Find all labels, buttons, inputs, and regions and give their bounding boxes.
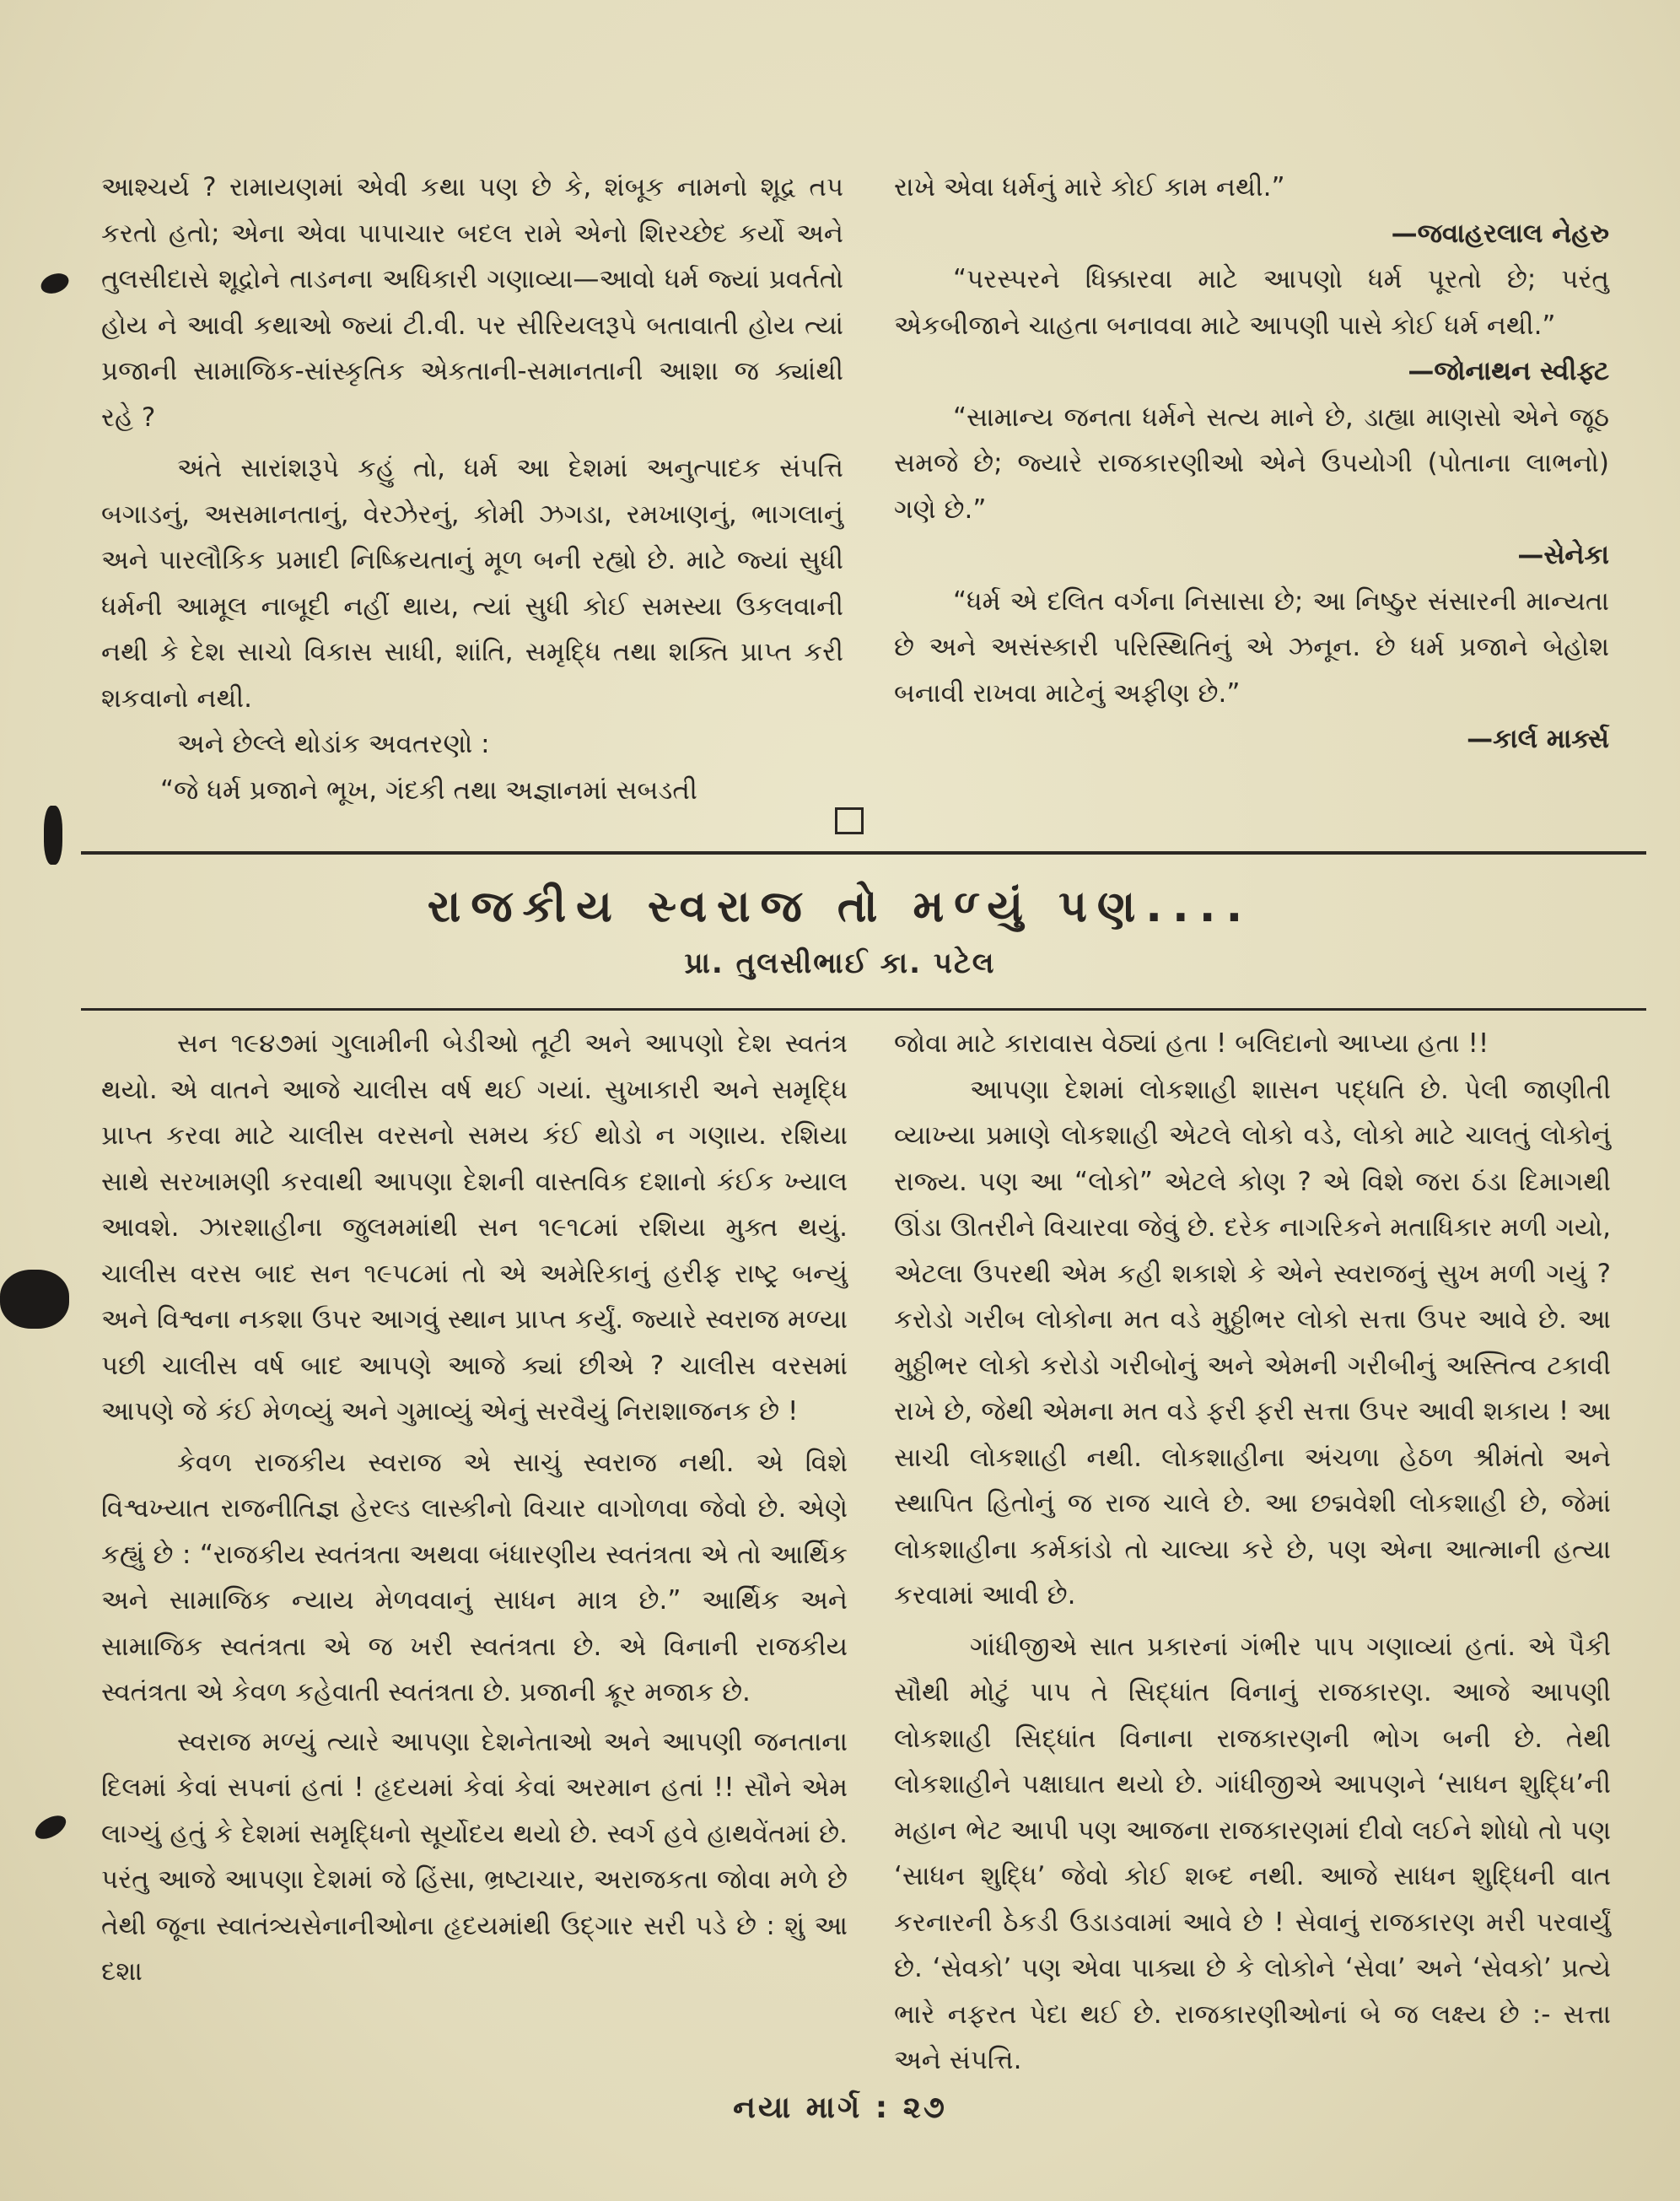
end-mark-box: [835, 807, 864, 834]
quote-attribution: —જોનાથન સ્વીફ્ટ: [1408, 356, 1609, 386]
quote-attribution: —જવાહરલાલ નેહરુ: [1391, 218, 1609, 249]
article-author: પ્રા. તુલસીભાઈ કા. પટેલ: [684, 947, 996, 980]
paragraph: અને છેલ્લે થોડાંક અવતરણો :: [177, 729, 490, 759]
punch-hole-mark: [38, 270, 71, 297]
punch-hole-mark: [44, 806, 62, 865]
paragraph: આપણા દેશમાં લોકશાહી શાસન પદ્ધતિ છે. પેલી જાણીતી વ્યાખ્યા પ્રમાણે લોકશાહી એટલે લોકો વડે, લોકો માટે ચાલતું લોકોનું રાજ્ય. પણ આ “લોકો” એટલે કોણ ? એ વિશે જરા ઠંડા દિમાગથી ઊંડા ઊતરીને વિચારવા જેવું છે. દરેક નાગરિકને મતાધિકાર મળી ગયો, એટલા ઉપરથી એમ કહી શકાશે કે એને સ્વરાજનું સુખ મળી ગયું ? કરોડો ગરીબ લોકોના મત વડે મુઠ્ઠીભર લોકો સત્તા ઉપર આવે છે. આ મુઠ્ઠીભર લોકો કરોડો ગરીબોનું અને એમની ગરીબીનું અસ્તિત્વ ટકાવી રાખે છે, જેથી એમના મત વડે ફરી ફરી સત્તા ઉપર આવી શકાય ! આ સાચી લોકશાહી નથી. લોકશાહીના અંચળા હેઠળ શ્રીમંતો અને સ્થાપિત હિતોનું જ રાજ ચાલે છે. આ છદ્મવેશી લોકશાહી છે, જેમાં લોકશાહીના કર્મકાંડો તો ચાલ્યા કરે છે, પણ એના આત્માની હત્યા કરવામાં આવી છે.: [894, 1074, 1611, 1610]
paragraph: આશ્ચર્ય ? રામાયણમાં એવી કથા પણ છે કે, શંબૂક નામનો શૂદ્ર તપ કરતો હતો; એના એવા પાપાચાર બદલ રામે એનો શિરચ્છેદ કર્યો અને તુલસીદાસે શૂદ્રોને તાડનના અધિકારી ગણાવ્યા—આવો ધર્મ જ્યાં પ્રવર્તતો હોય ને આવી કથાઓ જ્યાં ટી.વી. પર સીરિયલરૂપે બતાવાતી હોય ત્યાં પ્રજાની સામાજિક-સાંસ્કૃતિક એકતાની-સમાનતાની આશા જ ક્યાંથી રહે ?: [101, 172, 843, 433]
quote: “સામાન્ય જનતા ધર્મને સત્ય માને છે, ડાહ્યા માણસો એને જૂઠ સમજે છે; જ્યારે રાજકારણીઓ એને ઉપયોગી (પોતાના લાભનો) ગણે છે.”: [894, 402, 1609, 525]
quote-end: રાખે એવા ધર્મનું મારે કોઈ કામ નથી.”: [894, 172, 1285, 202]
quote-start: “જે ધર્મ પ્રજાને ભૂખ, ગંદકી તથા અજ્ઞાનમાં સબડતી: [160, 774, 697, 806]
punch-hole-mark: [0, 1270, 69, 1329]
title-bottom-rule: [81, 1008, 1646, 1011]
title-top-rule: [81, 851, 1646, 855]
paragraph: કેવળ રાજકીય સ્વરાજ એ સાચું સ્વરાજ નથી. એ વિશે વિશ્વખ્યાત રાજનીતિજ્ઞ હેરલ્ડ લાસ્કીનો વિચાર વાગોળવા જેવો છે. એણે કહ્યું છે : “રાજકીય સ્વતંત્રતા અથવા બંધારણીય સ્વતંત્રતા એ તો આર્થિક અને સામાજિક ન્યાય મેળવવાનું સાધન માત્ર છે.” આર્થિક અને સામાજિક સ્વતંત્રતા એ જ ખરી સ્વતંત્રતા છે. એ વિનાની રાજકીય સ્વતંત્રતા એ કેવળ કહેવાતી સ્વતંત્રતા છે. પ્રજાની ક્રૂર મજાક છે.: [101, 1447, 848, 1707]
paragraph: સન ૧૯૪૭માં ગુલામીની બેડીઓ તૂટી અને આપણો દેશ સ્વતંત્ર થયો. એ વાતને આજે ચાલીસ વર્ષ થઈ ગયાં. સુખાકારી અને સમૃદ્ધિ પ્રાપ્ત કરવા માટે ચાલીસ વરસનો સમય કંઈ થોડો ન ગણાય. રશિયા સાથે સરખામણી કરવાથી આપણા દેશની વાસ્તવિક દશાનો કંઈક ખ્યાલ આવશે. ઝારશાહીના જુલમમાંથી સન ૧૯૧૮માં રશિયા મુક્ત થયું. ચાલીસ વરસ બાદ સન ૧૯૫૮માં તો એ અમેરિકાનું હરીફ રાષ્ટ્ર બન્યું અને વિશ્વના નકશા ઉપર આગવું સ્થાન પ્રાપ્ત કર્યું. જ્યારે સ્વરાજ મળ્યા પછી ચાલીસ વર્ષ બાદ આપણે આજે ક્યાં છીએ ? ચાલીસ વરસમાં આપણે જે કંઈ મેળવ્યું અને ગુમાવ્યું એનું સરવૈયું નિરાશાજનક છે !: [101, 1028, 848, 1427]
paragraph: સ્વરાજ મળ્યું ત્યારે આપણા દેશનેતાઓ અને આપણી જનતાના દિલમાં કેવાં સપનાં હતાં ! હૃદયમાં કેવાં કેવાં અરમાન હતાં !! સૌને એમ લાગ્યું હતું કે દેશમાં સમૃદ્ધિનો સૂર્યોદય થયો છે. સ્વર્ગ હવે હાથવેંતમાં છે. પરંતુ આજે આપણા દેશમાં જે હિંસા, ભ્રષ્ટાચાર, અરાજકતા જોવા મળે છે તેથી જૂના સ્વાતંત્ર્યસેનાનીઓના હૃદયમાંથી ઉદ્ગાર સરી પડે છે : શું આ દશા: [101, 1726, 848, 1987]
page-footer: નયા માર્ગ : ૨૭: [733, 2090, 947, 2125]
quote-attribution: —સેનેકા: [1517, 540, 1609, 570]
quote: “ધર્મ એ દલિત વર્ગના નિસાસા છે; આ નિષ્ઠુર સંસારની માન્યતા છે અને અસંસ્કારી પરિસ્થિતિનું એ ઝનૂન. છે ધર્મ પ્રજાને બેહોશ બનાવી રાખવા માટેનું અફીણ છે.”: [894, 585, 1609, 709]
bottom-left-column: [101, 1021, 848, 1995]
bottom-right-column: [894, 1021, 1611, 2084]
article-title: રાજકીય સ્વરાજ તો મળ્યું પણ....: [427, 882, 1253, 932]
top-left-column: [101, 165, 843, 813]
quote-attribution: —કાર્લ માર્ક્સ: [1467, 724, 1609, 754]
quote: “પરસ્પરને ધિક્કારવા માટે આપણો ધર્મ પૂરતો છે; પરંતુ એકબીજાને ચાહતા બનાવવા માટે આપણી પાસે કોઈ ધર્મ નથી.”: [894, 264, 1609, 341]
paragraph: જોવા માટે કારાવાસ વેઠ્યાં હતા ! બલિદાનો આપ્યા હતા !!: [894, 1028, 1489, 1059]
paragraph: અંતે સારાંશરૂપે કહું તો, ધર્મ આ દેશમાં અનુત્પાદક સંપત્તિ બગાડનું, અસમાનતાનું, વેરઝેરનું, કોમી ઝગડા, રમખાણનું, ભાગલાનું અને પારલૌકિક પ્રમાદી નિષ્ક્રિયતાનું મૂળ બની રહ્યો છે. માટે જ્યાં સુધી ધર્મની આમૂલ નાબૂદી નહીં થાય, ત્યાં સુધી કોઈ સમસ્યા ઉકલવાની નથી કે દેશ સાચો વિકાસ સાધી, શાંતિ, સમૃદ્ધિ તથા શક્તિ પ્રાપ્ત કરી શકવાનો નથી.: [101, 453, 843, 714]
punch-hole-mark: [31, 1810, 70, 1843]
top-right-column: [894, 165, 1609, 763]
paragraph: ગાંધીજીએ સાત પ્રકારનાં ગંભીર પાપ ગણાવ્યાં હતાં. એ પૈકી સૌથી મોટું પાપ તે સિદ્ધાંત વિનાનું રાજકારણ. આજે આપણી લોકશાહી સિદ્ધાંત વિનાના રાજકારણની ભોગ બની છે. તેથી લોકશાહીને પક્ષાઘાત થયો છે. ગાંધીજીએ આપણને ‘સાધન શુદ્ધિ’ની મહાન ભેટ આપી પણ આજના રાજકારણમાં દીવો લઈને શોધો તો પણ ‘સાધન શુદ્ધિ’ જેવો કોઈ શબ્દ નથી. આજે સાધન શુદ્ધિની વાત કરનારની ઠેકડી ઉડાડવામાં આવે છે ! સેવાનું રાજકારણ મરી પરવાર્યું છે. ‘સેવકો’ પણ એવા પાક્યા છે કે લોકોને ‘સેવા’ અને ‘સેવકો’ પ્રત્યે ભારે નફરત પેદા થઈ છે. રાજકારણીઓનાં બે જ લક્ષ્ય છે :- સત્તા અને સંપત્તિ.: [894, 1631, 1611, 2075]
